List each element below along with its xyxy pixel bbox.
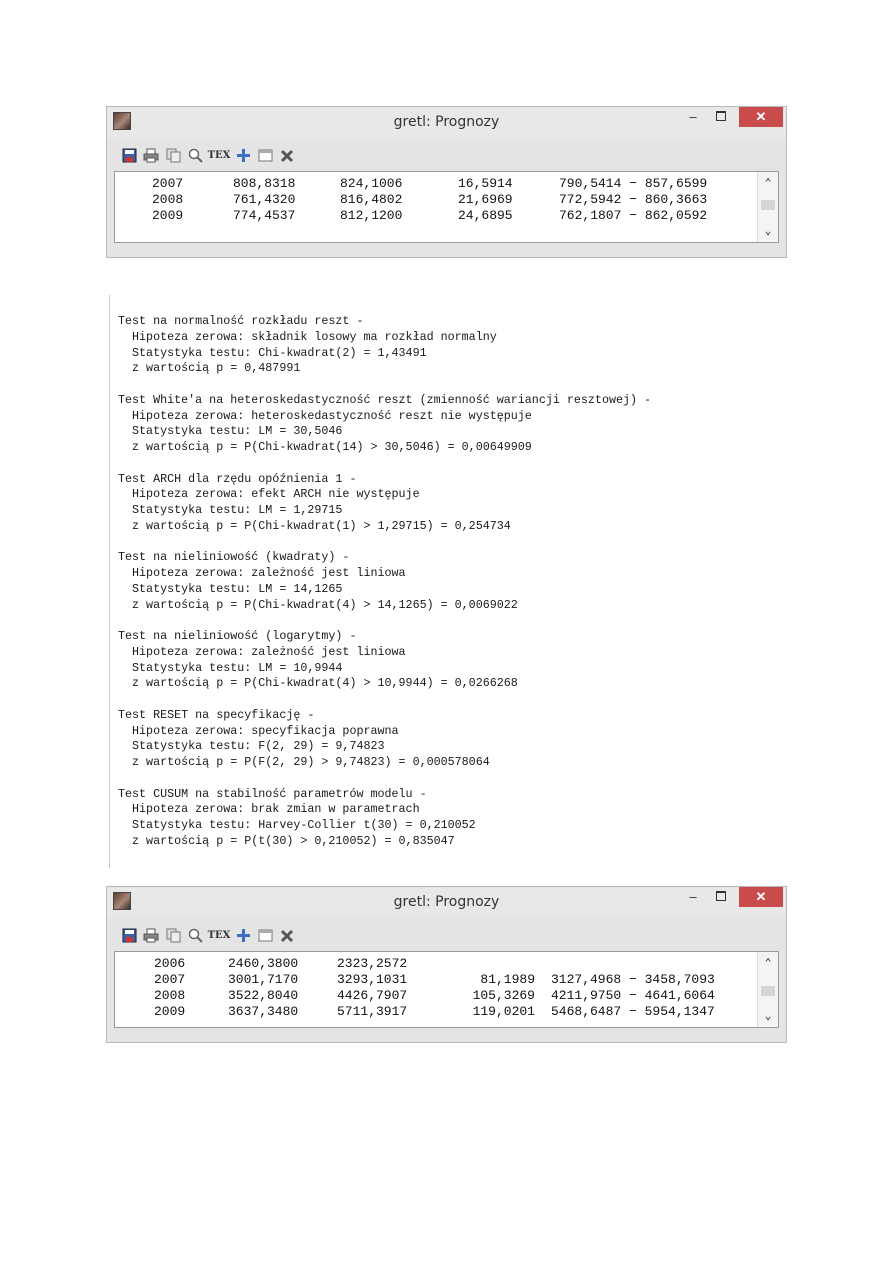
- maximize-button[interactable]: [706, 107, 736, 127]
- test-line: z wartością p = P(t(30) > 0,210052) = 0,835047: [118, 833, 455, 848]
- table-row: [115, 1004, 778, 1020]
- scroll-thumb[interactable]: [761, 200, 775, 210]
- close-button[interactable]: ✕: [739, 887, 783, 907]
- test-line: Hipoteza zerowa: specyfikacja poprawna: [118, 723, 399, 738]
- test-line: Statystyka testu: LM = 30,5046: [118, 424, 343, 439]
- title-bar[interactable]: [107, 107, 786, 138]
- toolbar: [107, 920, 786, 951]
- test-line: Statystyka testu: LM = 1,29715: [118, 503, 343, 517]
- window-icon[interactable]: [257, 928, 273, 944]
- close-button[interactable]: ✕: [739, 107, 783, 127]
- spacer: [118, 771, 651, 787]
- spacer: [118, 613, 651, 629]
- scrollbar[interactable]: [757, 952, 778, 1027]
- cell-forecast: 2323,2572: [337, 956, 408, 971]
- forecast-output[interactable]: [114, 171, 779, 243]
- table-row: [115, 208, 778, 224]
- cell-interval: 3127,4968 − 3458,7093: [551, 972, 715, 987]
- print-icon[interactable]: [143, 928, 159, 944]
- test-line: z wartością p = 0,487991: [118, 361, 301, 376]
- cell-interval: 4211,9750 − 4641,6064: [551, 988, 715, 1003]
- cell-actual: 808,8318: [233, 176, 296, 191]
- test-line: z wartością p = P(F(2, 29) > 9,74823) = 0,000578064: [118, 755, 490, 769]
- table-row: [115, 972, 778, 988]
- copy-icon[interactable]: [165, 148, 181, 164]
- close-x-icon[interactable]: [279, 148, 295, 164]
- forecast-output[interactable]: [114, 951, 779, 1028]
- cell-actual: 774,4537: [233, 208, 296, 223]
- cell-year: 2006: [154, 956, 186, 971]
- search-icon[interactable]: [187, 928, 203, 944]
- table-row: [115, 988, 778, 1004]
- test-title: Test ARCH dla rzędu opóźnienia 1 -: [118, 471, 357, 486]
- cell-year: 2009: [154, 1004, 186, 1019]
- cell-year: 2008: [154, 988, 186, 1003]
- cell-actual: 3637,3480: [228, 1004, 299, 1019]
- test-line: Statystyka testu: Chi-kwadrat(2) = 1,43491: [118, 345, 427, 360]
- test-line: Statystyka testu: Harvey-Collier t(30) = 0,210052: [118, 818, 476, 832]
- search-icon[interactable]: [187, 148, 203, 164]
- cell-year: 2009: [152, 208, 184, 223]
- test-title: Test RESET na specyfikację -: [118, 707, 315, 722]
- test-line: Statystyka testu: F(2, 29) = 9,74823: [118, 739, 385, 754]
- forecast-window-1: [106, 106, 787, 258]
- tex-icon[interactable]: TEX: [207, 930, 231, 941]
- test-line: Hipoteza zerowa: brak zmian w parametrach: [118, 802, 420, 817]
- test-line: Hipoteza zerowa: heteroskedastyczność reszt nie występuje: [118, 408, 532, 423]
- scroll-down-icon[interactable]: ⌄: [764, 226, 772, 238]
- forecast-window-2: [106, 886, 787, 1043]
- cell-forecast: 816,4802: [340, 192, 403, 207]
- test-line: Hipoteza zerowa: efekt ARCH nie występuje: [118, 487, 420, 502]
- cell-stderr: 24,6895: [458, 208, 513, 223]
- minimize-button[interactable]: ‒: [689, 889, 697, 904]
- test-line: Statystyka testu: LM = 10,9944: [118, 660, 343, 675]
- test-title: Test na nieliniowość (logarytmy) -: [118, 629, 357, 643]
- save-icon[interactable]: [121, 928, 137, 944]
- cell-year: 2008: [152, 192, 184, 207]
- window-icon[interactable]: [257, 148, 273, 164]
- cell-actual: 761,4320: [233, 192, 296, 207]
- cell-year: 2007: [152, 176, 184, 191]
- spacer: [118, 692, 651, 708]
- tex-icon[interactable]: TEX: [207, 150, 231, 161]
- cell-stderr: 16,5914: [458, 176, 513, 191]
- title-bar[interactable]: [107, 887, 786, 918]
- cell-stderr: 119,0201: [472, 1004, 535, 1019]
- table-row: [115, 956, 778, 972]
- scroll-up-icon[interactable]: ⌃: [764, 178, 772, 190]
- cell-interval: 772,5942 − 860,3663: [559, 192, 708, 207]
- scroll-thumb[interactable]: [761, 986, 775, 996]
- maximize-button[interactable]: [706, 887, 736, 907]
- cell-interval: 790,5414 − 857,6599: [559, 176, 708, 191]
- cell-forecast: 5711,3917: [337, 1004, 408, 1019]
- test-line: Hipoteza zerowa: zależność jest liniowa: [118, 566, 406, 580]
- cell-stderr: 105,3269: [472, 988, 535, 1003]
- window-title: gretl: Prognozy: [393, 114, 500, 130]
- cell-stderr: 21,6969: [458, 192, 513, 207]
- cell-forecast: 824,1006: [340, 176, 403, 191]
- minimize-button[interactable]: ‒: [689, 109, 697, 124]
- spacer: [118, 377, 651, 393]
- cell-forecast: 812,1200: [340, 208, 403, 223]
- test-title: Test na nieliniowość (kwadraty) -: [118, 550, 350, 565]
- copy-icon[interactable]: [165, 928, 181, 944]
- table-row: [115, 176, 778, 192]
- test-report: [109, 295, 770, 868]
- cell-actual: 3522,8040: [228, 988, 299, 1003]
- test-title: Test White'a na heteroskedastyczność reszt (zmienność wariancji resztowej) -: [118, 392, 652, 407]
- scroll-down-icon[interactable]: ⌄: [764, 1011, 772, 1023]
- cell-forecast: 3293,1031: [337, 972, 408, 987]
- add-icon[interactable]: [235, 148, 251, 164]
- cell-year: 2007: [154, 972, 186, 987]
- close-x-icon[interactable]: [279, 928, 295, 944]
- cell-forecast: 4426,7907: [337, 988, 408, 1003]
- test-line: z wartością p = P(Chi-kwadrat(4) > 10,9944) = 0,0266268: [118, 676, 518, 691]
- cell-interval: 5468,6487 − 5954,1347: [551, 1004, 715, 1019]
- scroll-up-icon[interactable]: ⌃: [764, 958, 772, 970]
- spacer: [118, 456, 651, 472]
- toolbar: [107, 140, 786, 171]
- test-line: z wartością p = P(Chi-kwadrat(4) > 14,1265) = 0,0069022: [118, 597, 518, 612]
- test-line: Hipoteza zerowa: składnik losowy ma rozkład normalny: [118, 329, 497, 344]
- cell-actual: 2460,3800: [228, 956, 299, 971]
- save-icon[interactable]: [121, 148, 137, 164]
- spacer: [118, 535, 651, 551]
- test-line: Statystyka testu: LM = 14,1265: [118, 581, 343, 596]
- test-line: z wartością p = P(Chi-kwadrat(1) > 1,29715) = 0,254734: [118, 518, 511, 533]
- cell-interval: 762,1807 − 862,0592: [559, 208, 708, 223]
- window-title: gretl: Prognozy: [393, 894, 500, 910]
- cell-stderr: 81,1989: [480, 972, 535, 987]
- add-icon[interactable]: [235, 928, 251, 944]
- scrollbar[interactable]: [757, 172, 778, 242]
- test-title: Test na normalność rozkładu reszt -: [118, 314, 364, 328]
- test-line: z wartością p = P(Chi-kwadrat(14) > 30,5046) = 0,00649909: [118, 440, 532, 454]
- test-line: Hipoteza zerowa: zależność jest liniowa: [118, 644, 406, 659]
- print-icon[interactable]: [143, 148, 159, 164]
- table-row: [115, 192, 778, 208]
- cell-actual: 3001,7170: [228, 972, 299, 987]
- test-title: Test CUSUM na stabilność parametrów modelu -: [118, 786, 427, 801]
